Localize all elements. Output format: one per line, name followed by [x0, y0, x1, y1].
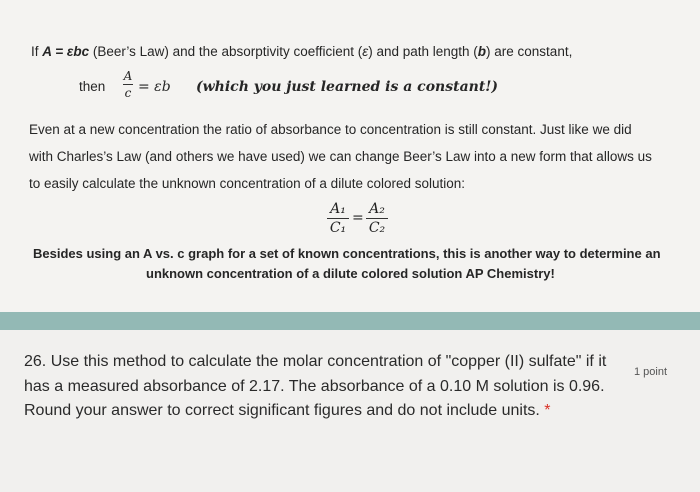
required-asterisk: *: [544, 402, 551, 419]
points-label: 1 point: [634, 366, 668, 378]
a1-over-c1-fraction: A₁ C₁: [327, 202, 349, 235]
eb-term: = εb: [138, 79, 171, 95]
paragraph-line-3: to easily calculate the unknown concentration of a dilute colored solution:: [29, 176, 466, 191]
constant-note: (which you just learned is a constant!): [196, 79, 499, 95]
equals-sign: =: [352, 210, 364, 226]
section-divider-band: [0, 312, 700, 330]
paragraph-line-2: with Charles’s Law (and others we have used) we can change Beer’s Law into a new form that allows us: [29, 149, 652, 164]
besides-line-1: Besides using an A vs. c graph for a set of known concentrations, this is another way to determine an: [33, 246, 661, 261]
then-label: then: [79, 79, 106, 94]
a2-over-c2-fraction: A₂ C₂: [366, 202, 388, 235]
besides-line-2: unknown concentration of a dilute colored solution AP Chemistry!: [146, 266, 555, 281]
question-title: 26. Use this method to calculate the molar concentration of "copper (II) sulfate" if it has a measured absorbance of 2.17. The absorbance of a 0.10 M solution is 0.96. Round your answer to correct significant figures and do not include units. *: [24, 353, 607, 419]
beers-law-intro: If A = εbc (Beer’s Law) and the absorptivity coefficient (ε) and path length (b) are constant,: [31, 44, 573, 59]
paragraph-line-1: Even at a new concentration the ratio of absorbance to concentration is still constant. Just like we did: [29, 122, 632, 137]
a-over-c-fraction: A c: [123, 69, 133, 100]
